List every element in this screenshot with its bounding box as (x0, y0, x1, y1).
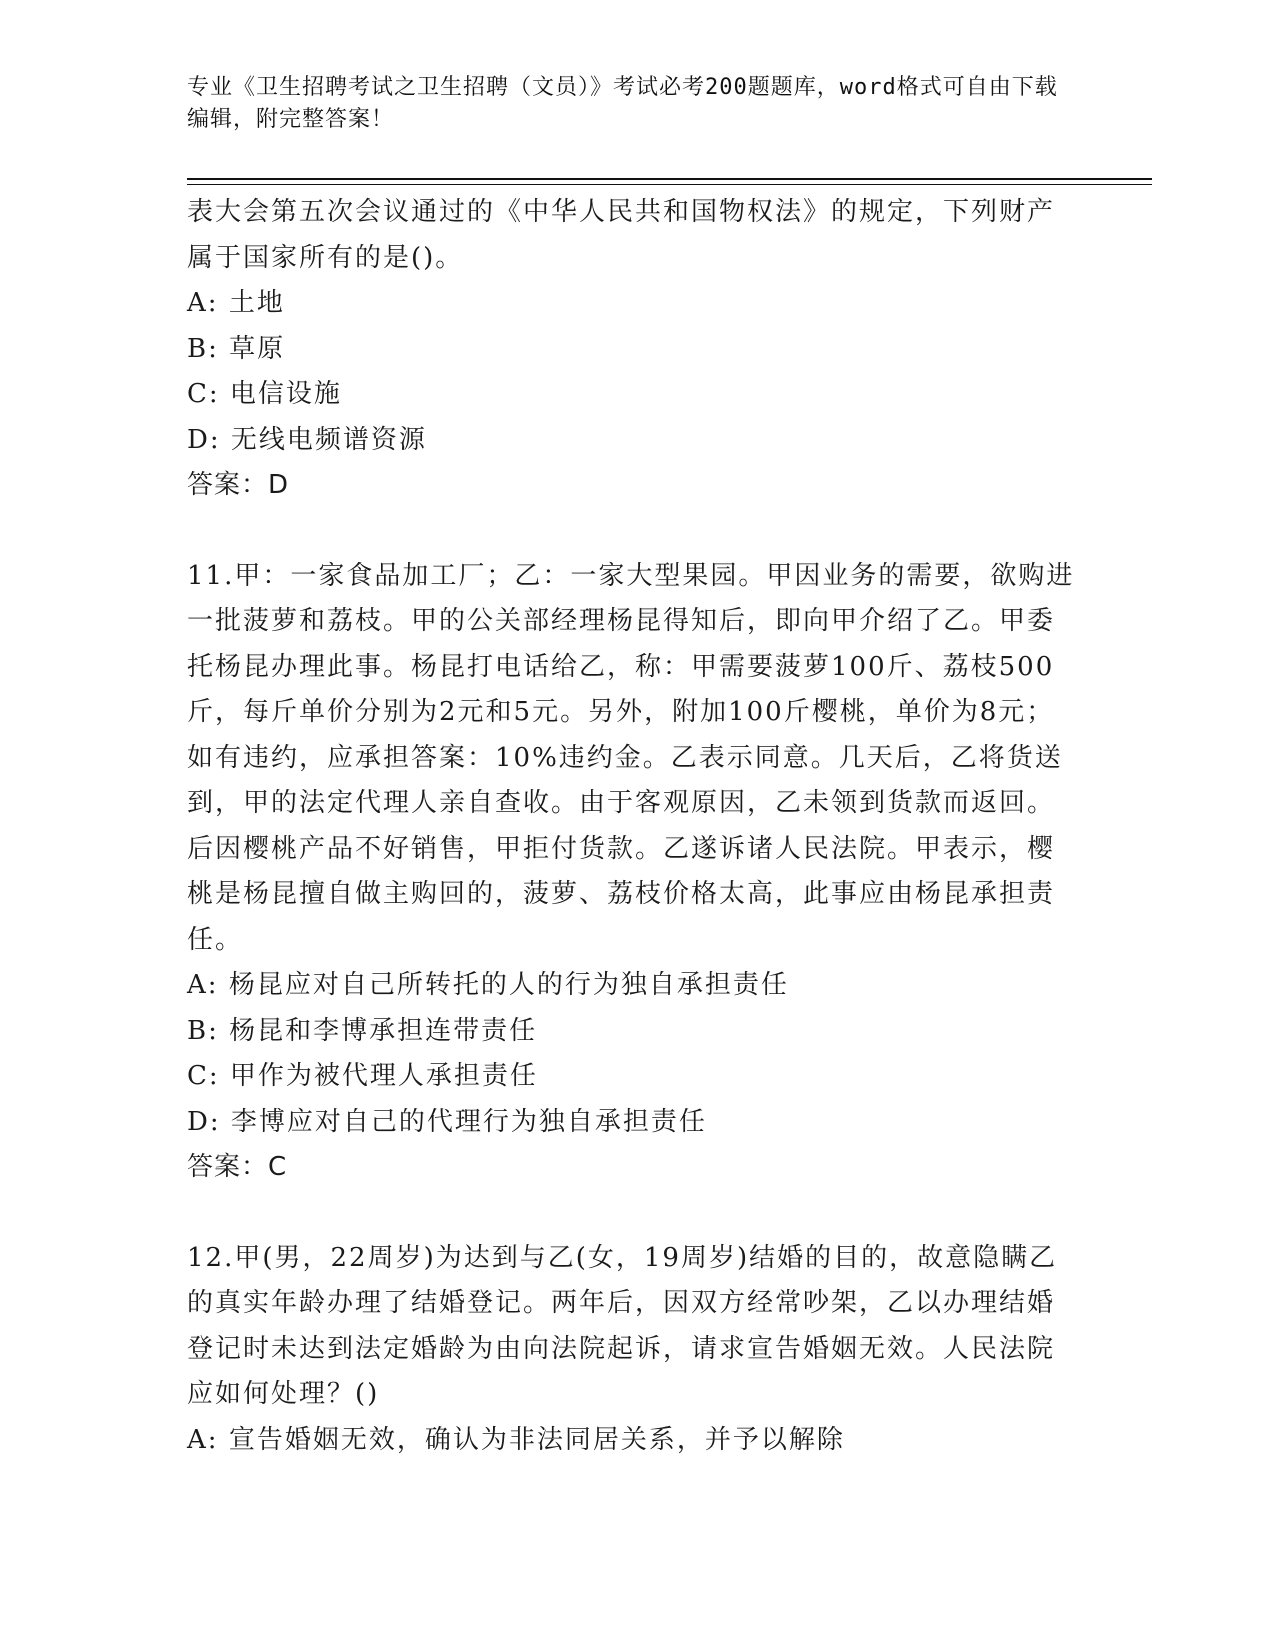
header-divider-thin (187, 184, 1152, 185)
option-text: 草原 (229, 333, 286, 364)
option-d (187, 1100, 1077, 1146)
option-d (187, 418, 1077, 464)
option-text: 甲作为被代理人承担责任 (229, 1061, 538, 1091)
option-label: C: (187, 1061, 220, 1091)
option-text: 杨昆和李博承担连带责任 (229, 1015, 538, 1046)
option-c (187, 1054, 1077, 1100)
option-text: 电信设施 (229, 379, 342, 409)
option-a (187, 963, 1077, 1009)
option-label: B: (187, 333, 219, 364)
option-label: A: (187, 288, 219, 318)
question-block (187, 1236, 1077, 1464)
option-label: D: (187, 1106, 221, 1137)
document-body (187, 190, 1077, 1463)
option-text: 李博应对自己的代理行为独自承担责任 (230, 1106, 707, 1137)
option-label: A: (187, 970, 219, 1000)
option-text: 土地 (228, 288, 285, 318)
answer-line: 答案：C (187, 1152, 288, 1182)
option-text: 宣告婚姻无效，确认为非法同居关系，并予以解除 (228, 1424, 845, 1455)
option-label: A: (187, 1424, 219, 1455)
option-text: 杨昆应对自己所转托的人的行为独自承担责任 (228, 970, 789, 1000)
question-stem: 12.甲(男，22周岁)为达到与乙(女，19周岁)结婚的目的，故意隐瞒乙的真实年龄办理了结婚登记。两年后，因双方经常吵架，乙以办理结婚登记时未达到法定婚龄为由向法院起诉，请求宣告婚姻无效。人民法院应如何处理？() (187, 1242, 1058, 1409)
question-block (187, 554, 1077, 1191)
option-label: C: (187, 379, 220, 409)
option-c (187, 372, 1077, 418)
option-text: 无线电频谱资源 (230, 424, 427, 455)
option-b (187, 1009, 1077, 1055)
answer-line: 答案：D (187, 470, 290, 500)
option-b (187, 327, 1077, 373)
option-label: B: (187, 1015, 219, 1046)
header-divider-thick (187, 178, 1152, 180)
option-label: D: (187, 424, 221, 455)
spacer (187, 509, 1077, 554)
option-a (187, 1418, 1077, 1464)
question-block (187, 190, 1077, 509)
option-a (187, 281, 1077, 327)
document-header: 专业《卫生招聘考试之卫生招聘（文员）》考试必考200题题库，word格式可自由下载编辑，附完整答案！ (187, 75, 1058, 132)
spacer (187, 1191, 1077, 1236)
question-stem: 11.甲：一家食品加工厂；乙：一家大型果园。甲因业务的需要，欲购进一批菠萝和荔枝。甲的公关部经理杨昆得知后，即向甲介绍了乙。甲委托杨昆办理此事。杨昆打电话给乙，称：甲需要菠萝100斤、荔枝500斤，每斤单价分别为2元和5元。另外，附加100斤樱桃，单价为8元；如有违约，应承担答案：10%违约金。乙表示同意。几天后，乙将货送到，甲的法定代理人亲自查收。由于客观原因，乙未领到货款而返回。后因樱桃产品不好销售，甲拒付货款。乙遂诉诸人民法院。甲表示，樱桃是杨昆擅自做主购回的，菠萝、荔枝价格太高，此事应由杨昆承担责任。 (187, 560, 1075, 955)
question-stem: 表大会第五次会议通过的《中华人民共和国物权法》的规定，下列财产属于国家所有的是()。 (187, 197, 1056, 273)
